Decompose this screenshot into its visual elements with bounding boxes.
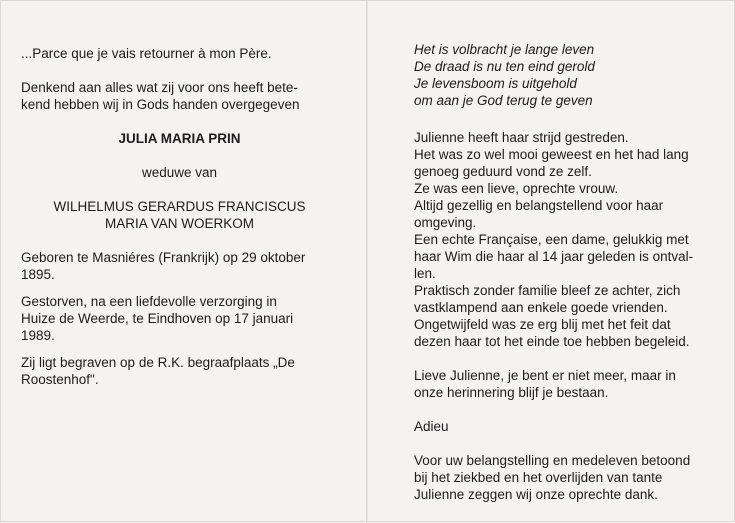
deceased-name: JULIA MARIA PRIN — [118, 131, 241, 146]
intro-line: Denkend aan alles wat zij voor ons heeft bete- — [21, 80, 298, 95]
poem-line: Het is volbracht je lange leven — [414, 42, 595, 57]
tribute-line: omgeving. — [414, 215, 477, 230]
tribute-line: dezen haar tot het einde toe hebben begeleid. — [414, 334, 690, 349]
husband-name-line: MARIA VAN WOERKOM — [104, 216, 254, 231]
farewell-line: Lieve Julienne, je bent er niet meer, maar in — [414, 368, 676, 383]
tribute-line: len. — [414, 266, 436, 281]
intro-text — [21, 79, 338, 113]
burial-line: Roostenhof". — [21, 372, 99, 387]
birth-line: 1895. — [21, 267, 55, 282]
tribute-line: Een echte Française, een dame, gelukkig met — [414, 232, 689, 247]
farewell-text — [414, 367, 714, 401]
tribute-text — [414, 129, 714, 350]
birth-line: Geboren te Masniéres (Frankrijk) op 29 oktober — [21, 250, 306, 265]
death-line: Huize de Weerde, te Eindhoven op 17 januari — [21, 311, 294, 326]
tribute-line: Altijd gezellig en belangstellend voor haar — [414, 198, 664, 213]
burial-line: Zij ligt begraven op de R.K. begraafplaats „De — [21, 355, 295, 370]
thanks-line: Voor uw belangstelling en medeleven betoond — [414, 453, 691, 468]
husband-name-line: WILHELMUS GERARDUS FRANCISCUS — [53, 199, 306, 214]
tribute-line: Praktisch zonder familie bleef ze achter, zich — [414, 283, 681, 298]
farewell-line: onze herinnering blijf je bestaan. — [414, 385, 609, 400]
death-line: Gestorven, na een liefdevolle verzorging in — [21, 294, 277, 309]
husband-name — [21, 198, 338, 232]
tribute-line: Het was zo wel mooi geweest en het had lang — [414, 147, 689, 162]
tribute-line: haar Wim die haar al 14 jaar geleden is ontval- — [414, 249, 694, 264]
adieu: Adieu — [414, 419, 449, 434]
tribute-line: Julienne heeft haar strijd gestreden. — [414, 130, 629, 145]
tribute-line: genoeg geduurd vond ze zelf. — [414, 164, 592, 179]
right-page — [368, 1, 735, 503]
poem-line: om aan je God terug te geven — [414, 93, 593, 108]
thanks-line: Julienne zeggen wij onze oprechte dank. — [414, 487, 658, 502]
poem — [414, 41, 714, 109]
burial-info — [21, 354, 338, 388]
birth-info — [21, 249, 338, 283]
thanks-line: bij het ziekbed en het overlijden van tante — [414, 470, 663, 485]
tribute-line: Ongetwijfeld was ze erg blij met het feit dat — [414, 317, 671, 332]
widow-of-label: weduwe van — [141, 165, 218, 180]
opening-quote: ...Parce que je vais retourner à mon Père. — [21, 46, 272, 61]
poem-line: De draad is nu ten eind gerold — [414, 59, 595, 74]
tribute-line: Ze was een lieve, oprechte vrouw. — [414, 181, 619, 196]
poem-line: Je levensboom is uitgehold — [414, 76, 577, 91]
tribute-line: vastklampend aan enkele goede vrienden. — [414, 300, 668, 315]
thanks-text — [414, 452, 714, 503]
death-info — [21, 293, 338, 344]
left-page — [1, 1, 366, 388]
death-line: 1989. — [21, 328, 55, 343]
intro-line: kend hebben wij in Gods handen overgegeven — [21, 97, 300, 112]
